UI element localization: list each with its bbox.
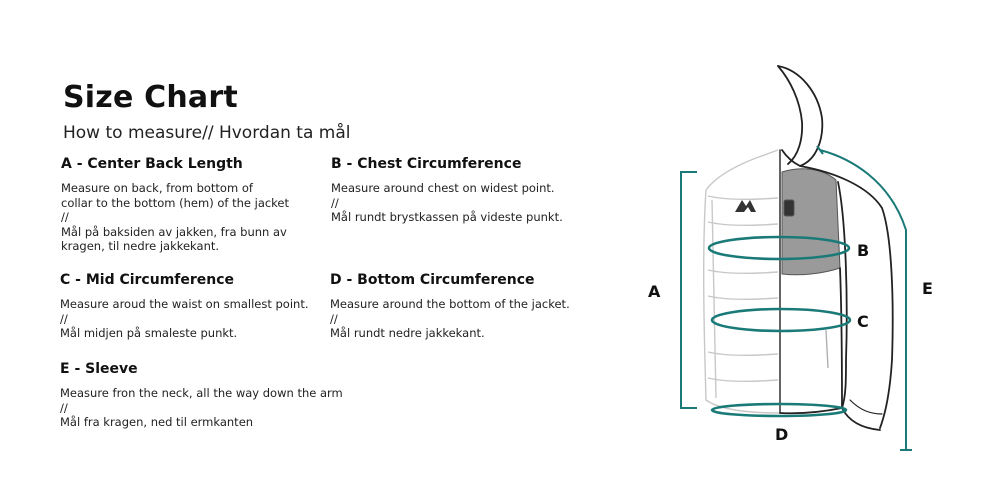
mid-measure-ring — [712, 309, 850, 331]
measure-d-text: Measure around the bottom of the jacket. // Mål rundt nedre jakkekant. — [330, 297, 570, 340]
page-subtitle: How to measure// Hvordan ta mål — [63, 123, 351, 143]
brand-logo-icon — [735, 200, 756, 212]
label-a: A — [648, 282, 661, 301]
label-e: E — [922, 279, 933, 298]
chest-badge-icon — [784, 200, 794, 216]
measure-a-heading: A - Center Back Length — [61, 156, 243, 172]
measure-b-heading: B - Chest Circumference — [331, 156, 522, 172]
measure-d-heading: D - Bottom Circumference — [330, 272, 535, 288]
measure-a-text: Measure on back, from bottom of collar to the bottom (hem) of the jacket // Mål på baksiden av jakken, fra bunn av kragen, til nedre jakkekant. — [61, 181, 290, 253]
measure-e-heading: E - Sleeve — [60, 361, 138, 377]
page-title: Size Chart — [63, 80, 238, 115]
measure-b-text: Measure around chest on widest point. // Mål rundt brystkassen på videste punkt. — [331, 181, 563, 224]
back-length-bracket — [681, 172, 697, 408]
label-d: D — [775, 425, 789, 444]
measure-c-heading: C - Mid Circumference — [60, 272, 235, 288]
measure-c-text: Measure aroud the waist on smallest point. // Mål midjen på smaleste punkt. — [60, 297, 309, 340]
label-b: B — [857, 241, 870, 260]
measure-e-text: Measure fron the neck, all the way down the arm // Mål fra kragen, ned til ermkanten — [60, 386, 343, 429]
label-c: C — [857, 312, 869, 331]
